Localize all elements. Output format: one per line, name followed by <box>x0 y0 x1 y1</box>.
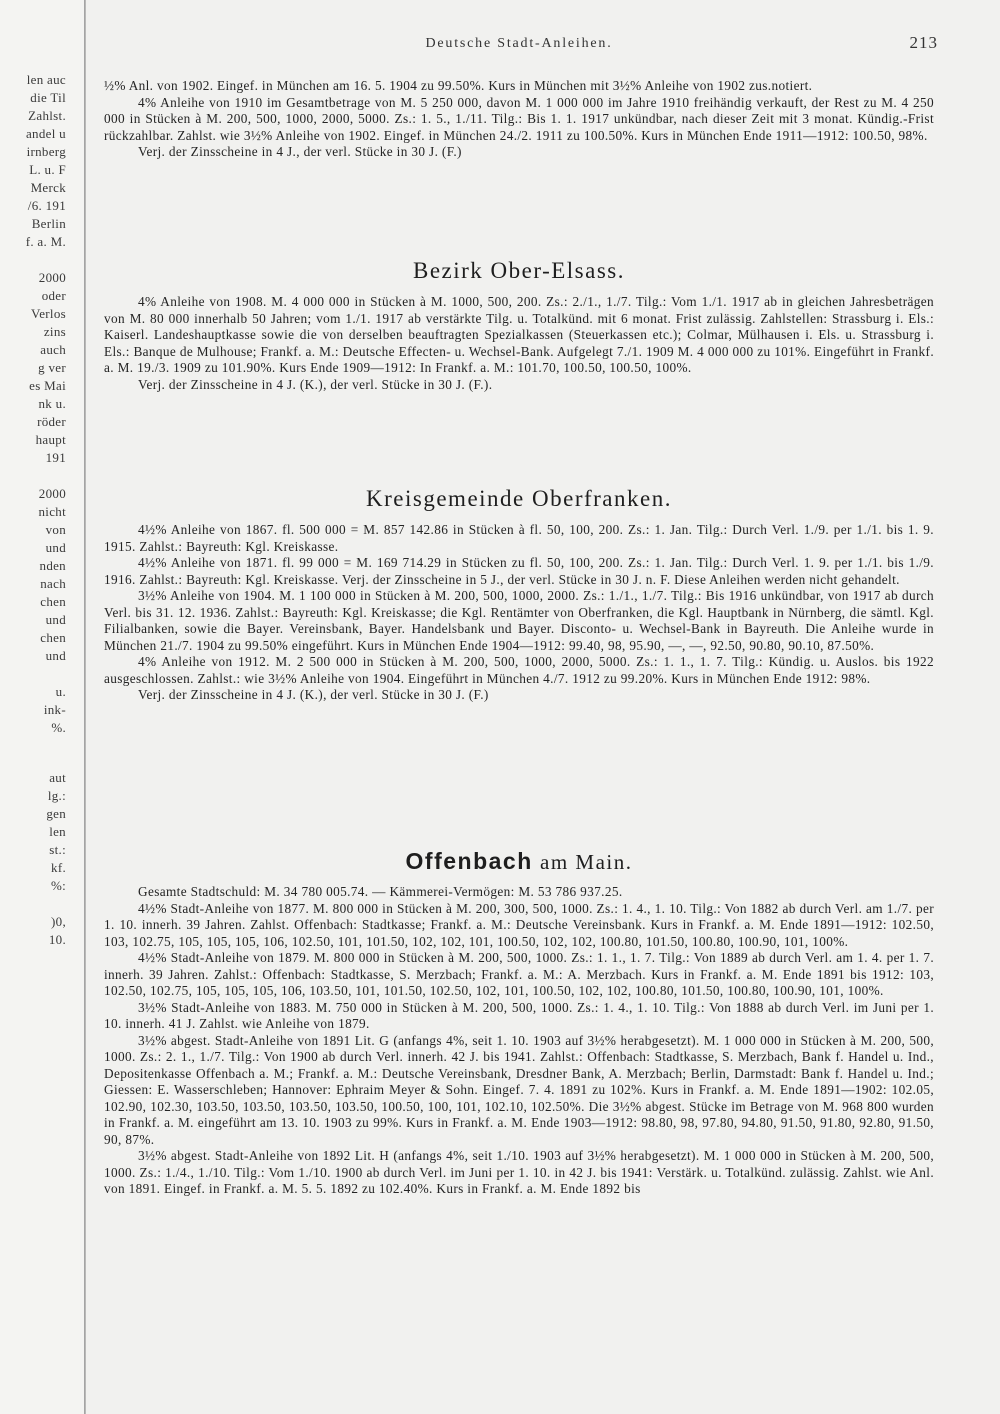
prev-fragment: %: <box>50 878 66 893</box>
prev-fragment: nk u. <box>38 396 66 411</box>
paragraph: 3½% Stadt-Anleihe von 1883. M. 750 000 in Stücken à M. 200, 500, 1000. Zs.: 1. 4., 1. 10. Tilg.: Von 1888 ab durch Verl. im Juni per 1. 10. innerh. 41 J. Zahlst. wie Anleihe von 1879. <box>104 999 934 1031</box>
paragraph: 4½% Anleihe von 1867. fl. 500 000 = M. 857 142.86 in Stücken à fl. 50, 100, 200. Zs.: 1. Jan. Tilg.: Durch Verl. 1./9. per 1./1. bis 1. 9. 1915. Zahlst.: Bayreuth: Kgl. Kreiskasse. <box>104 522 934 554</box>
prev-fragment: röder <box>37 414 66 429</box>
prev-fragment: Verlos <box>30 306 66 321</box>
section-oberfranken <box>104 522 934 704</box>
prev-fragment: 10. <box>48 932 66 947</box>
section-heading <box>104 848 934 875</box>
heading-light-part: am Main. <box>540 850 633 874</box>
prev-fragment: und <box>45 540 66 555</box>
previous-page-strip <box>0 0 86 1414</box>
intro-block <box>104 78 934 161</box>
paragraph: 3½% abgest. Stadt-Anleihe von 1891 Lit. G (anfangs 4%, seit 1. 10. 1903 auf 3½% herabgesetzt). M. 1 000 000 in Stücken à M. 200, 500, 1000. Zs.: 2. 1., 1./7. Tilg.: Von 1900 ab durch Verl. innerh. 42 J. bis 1941. Zahlst.: Offenbach: Stadtkasse, S. Merzbach, Bank f. Handel u. Ind., Depositenkasse Offenbach a. M.; Frankf. a. M.: Deutsche Vereinsbank, Dresdner Bank, A. Merzbach; Berlin, Darmstadt: Bank f. Handel u. Ind.; Giessen: E. Wasserschleben; Hannover: Ephraim Meyer & Sohn. Eingef. 7. 4. 1891 zu 102%. Kurs in Frankf. a. M. Ende 1891—1902: 102.05, 102.90, 102.30, 103.50, 103.50, 103.50, 103.50, 100.50, 100, 101, 102.10, 102.50%. Die 3½% abgest. Stücke im Betrage von M. 968 800 wurden in Frankf. a. M. eingeführt am 13. 10. 1903 zu 99%. Kurs in Frankf. a. M. Ende 1903—1912: 98.80, 98, 97.80, 94.80, 91.50, 91.80, 92.80, 91.50, 90, 87%. <box>104 1032 934 1147</box>
page-gutter <box>84 0 86 1414</box>
section-ober-elsass <box>104 294 934 393</box>
section-offenbach <box>104 884 934 1198</box>
prev-fragment: Zahlst. <box>28 108 66 123</box>
paragraph: 4½% Stadt-Anleihe von 1877. M. 800 000 in Stücken à M. 200, 300, 500, 1000. Zs.: 1. 4., 1. 10. Tilg.: Von 1882 ab durch Verl. am 1./7. per 1. 10. innerh. 39 Jahren. Zahlst. Offenbach: Stadtkasse; Frankf. a. M.: Deutsche Vereinsbank. Kurs in Frankf. a. M. Ende 1891—1912: 102.50, 103, 102.75, 105, 105, 105, 106, 102.50, 101, 101.50, 102, 102, 101, 100.50, 102, 102, 100.80, 101.50, 100.80, 100.90, 101, 100%. <box>104 900 934 949</box>
paragraph: Verj. der Zinsscheine in 4 J. (K.), der verl. Stücke in 30 J. (F.) <box>138 687 489 702</box>
prev-fragment: g ver <box>38 360 66 375</box>
prev-fragment: Berlin <box>31 216 66 231</box>
prev-fragment: nach <box>40 576 66 591</box>
prev-fragment: kf. <box>51 860 66 875</box>
paragraph: Verj. der Zinsscheine in 4 J., der verl. Stücke in 30 J. (F.) <box>138 144 462 159</box>
prev-fragment: Merck <box>30 180 66 195</box>
paragraph: 3½% abgest. Stadt-Anleihe von 1892 Lit. H (anfangs 4%, seit 1./10. 1903 auf 3½% herabgesetzt). M. 1 000 000 in Stücken à M. 200, 500, 1000. Zs.: 1./4., 1./10. Tilg.: Vom 1./10. 1900 ab durch Verl. im Juni per 1. 10. in 42 J. bis 1941: Verstärk. u. Totalkünd. zulässig. Zahlst. wie Anl. von 1891. Eingef. in Frankf. a. M. 5. 5. 1892 zu 102.40%. Kurs in Frankf. a. M. Ende 1892 bis <box>104 1148 934 1196</box>
prev-fragment: L. u. F <box>29 162 66 177</box>
prev-fragment: 2000 <box>38 486 66 501</box>
prev-fragment: 2000 <box>38 270 66 285</box>
prev-fragment: aut <box>49 770 66 785</box>
prev-fragment: von <box>45 522 66 537</box>
prev-fragment: zins <box>43 324 66 339</box>
page-number: 213 <box>909 33 938 52</box>
prev-fragment: auch <box>40 342 66 357</box>
paragraph: Verj. der Zinsscheine in 4 J. (K.), der verl. Stücke in 30 J. (F.). <box>138 376 493 392</box>
heading-bold-part: Offenbach <box>405 848 533 874</box>
prev-fragment: irnberg <box>26 144 66 159</box>
prev-fragment: len <box>49 824 66 839</box>
prev-fragment: 191 <box>45 450 66 465</box>
running-head: Deutsche Stadt-Anleihen. <box>425 36 613 51</box>
paragraph: Gesamte Stadtschuld: M. 34 780 005.74. — Kämmerei-Vermögen: M. 53 786 937.25. <box>138 884 623 899</box>
prev-fragment: chen <box>40 630 66 645</box>
paragraph: ½% Anl. von 1902. Eingef. in München am 16. 5. 1904 zu 99.50%. Kurs in München mit 3½% Anleihe von 1902 zus.notiert. <box>104 78 813 93</box>
paragraph: 4½% Anleihe von 1871. fl. 99 000 = M. 169 714.29 in Stücken zu fl. 50, 100, 200. Zs.: 1. Jan. Tilg.: Durch Verl. 1. 9. per 1./1. bis 1./9. 1916. Zahlst.: Bayreuth: Kgl. Kreiskasse. Verj. der Zinsscheine in 5 J., der verl. Stücke in 30 J. n. F. Diese Anleihen werden nicht gehandelt. <box>104 555 934 587</box>
prev-fragment: haupt <box>35 432 66 447</box>
prev-fragment: nden <box>39 558 66 573</box>
prev-fragment: u. <box>55 684 66 699</box>
prev-fragment: lg.: <box>47 788 66 803</box>
paragraph: 4% Anleihe von 1910 im Gesamtbetrage von M. 5 250 000, davon M. 1 000 000 im Jahre 1910 freihändig verkauft, der Rest zu M. 4 250 000 in Stücken à M. 200, 500, 1000, 2000, 5000. Zs.: 1. 5., 1./11. Tilg.: Bis 1. 1. 1917 unkündbar, nach dieser Zeit mit 3 monat. Kündig.-Frist rückzahlbar. Zahlst. wie 3½% Anleihe von 1902. Eingef. in München 24./2. 1911 zu 100.50%. Kurs in München Ende 1911—1912: 100.50, 98%. <box>104 94 934 143</box>
paragraph: 4% Anleihe von 1912. M. 2 500 000 in Stücken à M. 200, 500, 1000, 2000, 5000. Zs.: 1. 1., 1. 7. Tilg.: Kündig. u. Auslos. bis 1922 ausgeschlossen. Zahlst.: wie 3½% Anleihe von 1904. Eingeführt in München 4./7. 1912 zu 99.20%. Kurs in München Ende 1912: 98%. <box>104 654 934 686</box>
prev-fragment: und <box>45 612 66 627</box>
prev-fragment: ink- <box>43 702 66 717</box>
prev-fragment: es Mai <box>29 378 66 393</box>
prev-fragment: st.: <box>49 842 66 857</box>
prev-fragment: nicht <box>38 504 66 519</box>
paragraph: 3½% Anleihe von 1904. M. 1 100 000 in Stücken à M. 200, 500, 1000, 2000. Zs.: 1./1., 1./7. Tilg.: Bis 1916 unkündbar, von 1917 ab durch Verl. bis 31. 12. 1936. Zahlst.: Bayreuth: Kgl. Kreiskasse; die Kgl. Rentämter von Oberfranken, die Kgl. Hauptbank in Nürnberg, die sämtl. Kgl. Filialbanken, sowie die Bayer. Vereinsbank, Bayer. Handelsbank und Bayer. Disconto- u. Wechsel-Bank in Bayreuth. Die Anleihe wurde in München 21./7. 1904 zu 99.50% eingeführt. Kurs in München Ende 1904—1912: 99.40, 98, 95.90, —, —, 92.50, 90.80, 90.10, 87.50%. <box>104 588 934 653</box>
prev-fragment: andel u <box>25 126 66 141</box>
prev-fragment: /6. 191 <box>27 198 66 213</box>
prev-fragment: gen <box>46 806 66 821</box>
prev-fragment: oder <box>41 288 66 303</box>
prev-fragment: chen <box>40 594 66 609</box>
prev-fragment: f. a. M. <box>25 234 66 249</box>
prev-fragment: len auc <box>26 72 66 87</box>
prev-fragment: )0, <box>51 914 66 929</box>
book-page <box>104 0 938 1414</box>
section-heading: Bezirk Ober-Elsass. <box>413 258 625 283</box>
paragraph: 4% Anleihe von 1908. M. 4 000 000 in Stücken à M. 1000, 500, 200. Zs.: 2./1., 1./7. Tilg.: Vom 1./1. 1917 ab in gleichen Jahresbeträgen von M. 80 000 innerhalb 50 Jahren; vom 1./1. 1917 ab verstärkte Tilg. u. Totalkünd. mit 6 monat. Frist zulässig. Zahlstellen: Strassburg i. Els.: Kaiserl. Landeshauptkasse sowie die von derselben beauftragten Spezialkassen (Steuerkassen etc.); Colmar, Mülhausen i. Els. u. Strassburg i. Els.: Banque de Mulhouse; Frankf. a. M.: Deutsche Effecten- u. Wechsel-Bank. Aufgelegt 7./1. 1909 M. 4 000 000 zu 101%. Eingeführt in Frankf. a. M. 19./3. 1909 zu 101.90%. Kurs Ende 1909—1912: In Frankf. a. M.: 101.70, 100.50, 100.50, 100%. <box>104 294 934 375</box>
prev-fragment: und <box>45 648 66 663</box>
prev-fragment: %. <box>51 720 66 735</box>
prev-fragment: die Til <box>30 90 66 105</box>
paragraph: 4½% Stadt-Anleihe von 1879. M. 800 000 in Stücken à M. 200, 500, 1000. Zs.: 1. 1., 1. 7. Tilg.: Von 1889 ab durch Verl. am 1. 4. per 1. 7. innerh. 39 Jahren. Zahlst.: Offenbach: Stadtkasse, S. Merzbach; Frankf. a. M.: A. Merzbach. Kurs in Frankf. a. M. Ende 1891 bis 1912: 103, 102.50, 102.75, 105, 105, 105, 106, 103.50, 101, 101.50, 102.50, 102, 101, 100.50, 102, 102, 100.80, 101.50, 100.80, 100.90, 101, 100%. <box>104 950 934 998</box>
section-heading: Kreisgemeinde Oberfranken. <box>366 486 672 511</box>
